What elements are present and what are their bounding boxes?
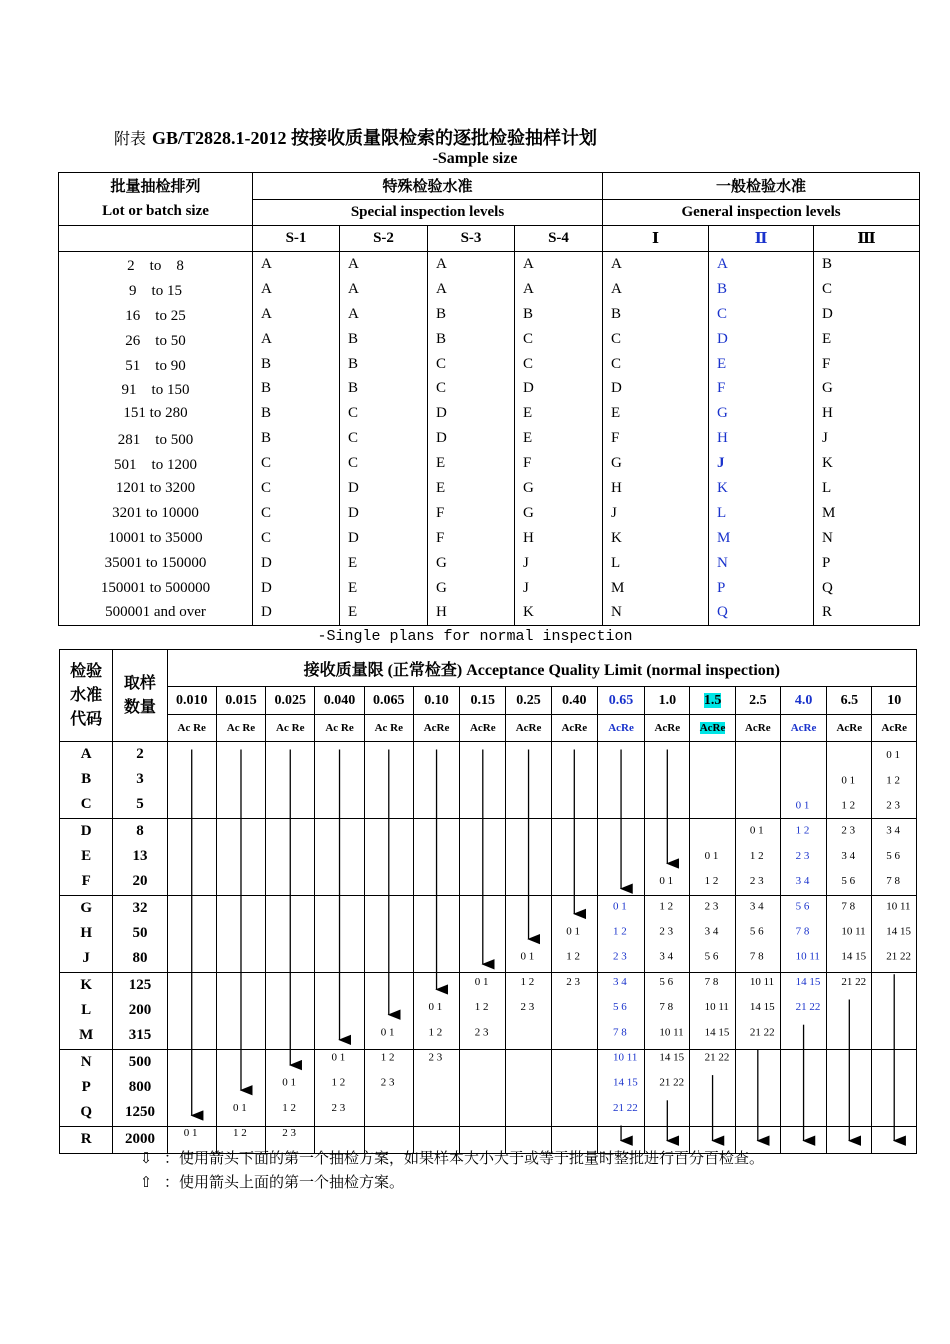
- ac-re-value: 14 15: [659, 1051, 685, 1064]
- code-letter: J: [515, 576, 603, 601]
- ac-re-value: 7 8: [795, 925, 810, 938]
- code-letter: E: [814, 327, 920, 352]
- lot-range: 501 to 1200: [59, 451, 253, 476]
- code-letter: C: [428, 352, 515, 377]
- sample-size-subtitle: -Sample size: [432, 150, 518, 167]
- code-letter: A: [709, 252, 814, 277]
- code-letter: E: [515, 426, 603, 451]
- aql-value: 0.65: [597, 687, 644, 715]
- code-letter: Q: [80, 1104, 92, 1121]
- code-letter: P: [814, 551, 920, 576]
- code-letter: A: [340, 302, 428, 327]
- ac-re-value: 5 6: [659, 975, 674, 988]
- acre-label: AcRe: [506, 715, 551, 742]
- acre-label: AcRe: [827, 715, 872, 742]
- ac-re-value: 1 2: [749, 849, 764, 862]
- ac-re-value: 5 6: [704, 950, 719, 963]
- code-letter: F: [814, 352, 920, 377]
- code-letter: P: [709, 576, 814, 601]
- sample-size: 3: [136, 771, 144, 788]
- code-letter: D: [428, 426, 515, 451]
- code-letter: E: [428, 476, 515, 501]
- code-letter: J: [82, 950, 90, 967]
- acre-label: AcRe: [597, 715, 644, 742]
- code-letter: K: [814, 451, 920, 476]
- code-letter: C: [253, 501, 340, 526]
- ac-re-value: 21 22: [659, 1076, 685, 1089]
- ac-re-value: 5 6: [749, 925, 764, 938]
- code-letter: A: [515, 277, 603, 302]
- code-letter: L: [81, 1002, 92, 1019]
- ac-re-value: 3 4: [749, 900, 764, 913]
- code-letter: K: [709, 476, 814, 501]
- code-letter: C: [340, 426, 428, 451]
- ac-re-value: 2 3: [886, 799, 900, 812]
- code-letter: B: [428, 327, 515, 352]
- code-letter: B: [428, 302, 515, 327]
- code-letter: B: [253, 426, 340, 451]
- code-letter: B: [340, 327, 428, 352]
- ac-re-value: 2 3: [749, 875, 764, 888]
- aql-value: 6.5: [827, 687, 872, 715]
- acre-highlight: AcRe: [699, 722, 726, 734]
- lot-range: 151 to 280: [59, 401, 253, 426]
- ac-re-value: 2 3: [331, 1101, 346, 1114]
- ac-re-value: 14 15: [795, 975, 821, 988]
- ac-re-value: 1 2: [282, 1101, 297, 1114]
- code-letter: L: [814, 476, 920, 501]
- ac-re-value: 0 1: [841, 774, 856, 787]
- code-letter: H: [80, 925, 92, 942]
- ac-re-value: 21 22: [749, 1026, 775, 1039]
- ac-re-value: 1 2: [428, 1026, 443, 1039]
- acre-label: AcRe: [872, 715, 917, 742]
- code-letter: A: [603, 277, 709, 302]
- legend-up-text: ：使用箭头上面的第一个抽检方案。: [164, 1175, 405, 1191]
- code-letter: B: [340, 352, 428, 377]
- code-letter: D: [80, 823, 92, 839]
- sample-size: 1250: [124, 1104, 155, 1121]
- code-letter: C: [515, 352, 603, 377]
- ac-re-value: 10 11: [704, 1001, 729, 1014]
- lot-range: 3201 to 10000: [59, 501, 253, 526]
- special-levels-header-cn: 特殊检验水准: [253, 173, 603, 200]
- up-arrow-icon: ⇧: [139, 1175, 153, 1191]
- code-letter: B: [253, 376, 340, 401]
- code-letter: F: [428, 526, 515, 551]
- ac-re-value: 7 8: [659, 1001, 674, 1014]
- code-letter: G: [515, 501, 603, 526]
- sample-size: 200: [128, 1002, 152, 1019]
- code-letter: N: [603, 600, 709, 625]
- aql-value: 10: [872, 687, 917, 715]
- code-letter: C: [428, 376, 515, 401]
- ac-re-value: 2 3: [566, 975, 581, 988]
- ac-re-value: 21 22: [841, 975, 867, 988]
- ac-re-value: 0 1: [232, 1101, 247, 1114]
- sample-size: 5: [136, 796, 144, 813]
- code-letter: G: [603, 451, 709, 476]
- code-letter: H: [515, 526, 603, 551]
- code-letter: A: [253, 277, 340, 302]
- ac-re-value: 0 1: [795, 799, 810, 812]
- lot-range: 1201 to 3200: [59, 476, 253, 501]
- sample-size: 800: [128, 1079, 152, 1096]
- ac-re-value: 3 4: [613, 975, 627, 988]
- code-letter: B: [814, 252, 920, 277]
- ac-re-value: 0 1: [520, 950, 535, 963]
- lot-header-en: Lot or batch size: [102, 203, 209, 219]
- code-letter: D: [814, 302, 920, 327]
- level-iii: Ⅲ: [814, 226, 920, 252]
- sample-size: 125: [128, 977, 152, 993]
- ac-re-value: 0 1: [886, 749, 900, 762]
- code-letter: D: [515, 376, 603, 401]
- sample-size: 20: [132, 873, 148, 890]
- code-letter: D: [603, 376, 709, 401]
- sample-size: 32: [132, 900, 148, 916]
- ac-re-value: 1 2: [659, 900, 674, 913]
- level-s3: S-3: [428, 226, 515, 252]
- code-letter: E: [603, 401, 709, 426]
- ac-re-value: 1 2: [232, 1127, 247, 1140]
- ac-re-value: 2 3: [282, 1127, 297, 1140]
- level-i: Ⅰ: [603, 226, 709, 252]
- code-letter: A: [428, 277, 515, 302]
- ac-re-value: 14 15: [886, 925, 911, 938]
- ac-re-value: 1 2: [795, 824, 810, 837]
- ac-re-value: 2 3: [841, 824, 856, 837]
- ac-re-value: 0 1: [613, 900, 627, 913]
- code-letter: A: [603, 252, 709, 277]
- ac-re-value: 21 22: [613, 1101, 638, 1114]
- aql-value: 0.015: [216, 687, 265, 715]
- code-letter: G: [80, 900, 92, 916]
- ac-re-value: 10 11: [886, 900, 911, 913]
- ac-re-value: 0 1: [183, 1127, 198, 1140]
- code-letter: H: [709, 426, 814, 451]
- code-letter: E: [340, 551, 428, 576]
- code-letter: D: [709, 327, 814, 352]
- aql-value: 0.40: [551, 687, 597, 715]
- ac-re-value: 10 11: [795, 950, 820, 963]
- code-letter: N: [80, 1054, 92, 1070]
- code-letter: F: [603, 426, 709, 451]
- code-letter: G: [814, 376, 920, 401]
- code-letter: H: [603, 476, 709, 501]
- ac-re-value: 7 8: [704, 975, 719, 988]
- ac-re-value: 10 11: [613, 1051, 638, 1064]
- ac-re-value: 21 22: [704, 1051, 730, 1064]
- lot-range: 26 to 50: [59, 327, 253, 352]
- sample-size: 2: [136, 746, 144, 762]
- down-arrow-icon: ⇩: [139, 1151, 153, 1167]
- ac-re-value: 3 4: [841, 849, 856, 862]
- aql-value: 0.065: [364, 687, 413, 715]
- code-letter: B: [253, 401, 340, 426]
- code-letter: C: [253, 476, 340, 501]
- sample-size: 13: [132, 848, 148, 865]
- code-letter: B: [515, 302, 603, 327]
- ac-re-value: 10 11: [749, 975, 775, 988]
- ac-re-value: 2 3: [474, 1026, 489, 1039]
- lot-range: 10001 to 35000: [59, 526, 253, 551]
- code-letter: C: [340, 451, 428, 476]
- code-letter: E: [340, 576, 428, 601]
- code-letter: C: [253, 451, 340, 476]
- lot-header-cn: 批量抽检排列: [110, 179, 201, 195]
- lot-range: 35001 to 150000: [59, 551, 253, 576]
- code-letter: F: [428, 501, 515, 526]
- ac-re-value: 1 2: [841, 799, 856, 812]
- code-letter: H: [428, 600, 515, 625]
- ac-re-value: 7 8: [886, 875, 900, 888]
- code-letter: K: [515, 600, 603, 625]
- general-levels-header-en: General inspection levels: [603, 199, 920, 226]
- ac-re-value: 0 1: [704, 849, 719, 862]
- code-letter: C: [80, 796, 92, 813]
- code-letter: D: [340, 501, 428, 526]
- code-letter: G: [428, 551, 515, 576]
- aql-header: 接收质量限 (正常检查) Acceptance Quality Limit (normal inspection): [167, 650, 916, 687]
- code-letter: E: [709, 352, 814, 377]
- acre-label: AcRe: [645, 715, 690, 742]
- sample-size: 8: [136, 823, 144, 839]
- lot-range: 2 to 8: [59, 252, 253, 277]
- ac-re-value: 3 4: [886, 824, 900, 837]
- aql-value: 2.5: [735, 687, 780, 715]
- ac-re-value: 1 2: [613, 925, 627, 938]
- ac-re-value: 0 1: [380, 1026, 395, 1039]
- code-letter: C: [814, 277, 920, 302]
- code-letter: G: [515, 476, 603, 501]
- code-letter: A: [253, 302, 340, 327]
- ac-re-value: 0 1: [749, 824, 764, 837]
- legend-up: [128, 1171, 404, 1192]
- ac-re-value: 0 1: [331, 1051, 346, 1064]
- code-letter: M: [603, 576, 709, 601]
- ac-re-value: 21 22: [886, 950, 911, 963]
- code-letter: K: [80, 977, 92, 993]
- title-prefix: 附表: [114, 131, 147, 148]
- code-letter: E: [81, 848, 92, 865]
- lot-range: 281 to 500: [59, 426, 253, 451]
- code-letter: M: [709, 526, 814, 551]
- lot-range: 150001 to 500000: [59, 576, 253, 601]
- code-letter: R: [814, 600, 920, 625]
- acre-label: AcRe: [551, 715, 597, 742]
- ac-re-value: 5 6: [841, 875, 856, 888]
- code-letter: J: [709, 451, 814, 476]
- code-letter: D: [253, 551, 340, 576]
- level-s2: S-2: [340, 226, 428, 252]
- aql-value: 0.10: [413, 687, 459, 715]
- general-levels-header-cn: 一般检验水准: [603, 173, 920, 200]
- code-letter: F: [515, 451, 603, 476]
- level-s1: S-1: [253, 226, 340, 252]
- ac-re-value: 2 3: [659, 925, 674, 938]
- code-letter: R: [80, 1131, 92, 1147]
- acre-label: Ac Re: [266, 715, 315, 742]
- acre-label: Ac Re: [315, 715, 364, 742]
- legend-down: [128, 1147, 764, 1168]
- ac-re-value: 0 1: [566, 925, 581, 938]
- acre-label: AcRe: [735, 715, 780, 742]
- ac-re-value: 1 2: [380, 1051, 395, 1064]
- code-letter: C: [603, 352, 709, 377]
- ac-re-value: 5 6: [613, 1001, 627, 1014]
- code-letter: A: [428, 252, 515, 277]
- code-letter: J: [603, 501, 709, 526]
- ac-re-value: 1 2: [886, 774, 900, 787]
- ac-re-value: 10 11: [841, 925, 866, 938]
- ac-re-value: 2 3: [520, 1001, 535, 1014]
- code-letter: A: [253, 327, 340, 352]
- acre-label: Ac Re: [216, 715, 265, 742]
- code-letter: Q: [814, 576, 920, 601]
- code-letter: E: [340, 600, 428, 625]
- acre-label: AcRe: [460, 715, 506, 742]
- aql-value: 0.040: [315, 687, 364, 715]
- ac-re-value: 2 3: [613, 950, 627, 963]
- code-letter: D: [253, 576, 340, 601]
- lot-range: 91 to 150: [59, 376, 253, 401]
- ac-re-value: 5 6: [886, 849, 900, 862]
- ac-re-value: 14 15: [704, 1026, 730, 1039]
- ac-re-value: 21 22: [795, 1001, 821, 1014]
- ac-re-value: 10 11: [659, 1026, 684, 1039]
- code-letter: J: [814, 426, 920, 451]
- plans-subtitle: -Single plans for normal inspection: [317, 628, 633, 645]
- title-main: GB/T2828.1-2012 按接收质量限检索的逐批检验抽样计划: [152, 128, 598, 148]
- code-letter: Q: [709, 600, 814, 625]
- level-ii: Ⅱ: [709, 226, 814, 252]
- sample-size: 2000: [124, 1131, 155, 1147]
- lot-range: 16 to 25: [59, 302, 253, 327]
- ac-re-value: 14 15: [613, 1076, 638, 1089]
- code-letter: G: [709, 401, 814, 426]
- code-letter: A: [80, 746, 92, 762]
- code-header-text: 检验水准代码: [70, 662, 103, 728]
- ac-re-value: 2 3: [380, 1076, 395, 1089]
- code-letter: K: [603, 526, 709, 551]
- ac-re-value: 2 3: [704, 900, 719, 913]
- code-letter: H: [814, 401, 920, 426]
- code-letter: B: [340, 376, 428, 401]
- ac-re-value: 2 3: [795, 849, 810, 862]
- code-letter: B: [709, 277, 814, 302]
- ac-re-value: 14 15: [749, 1001, 775, 1014]
- code-letter: F: [709, 376, 814, 401]
- code-letter: D: [340, 476, 428, 501]
- code-letter: L: [603, 551, 709, 576]
- aql-highlight: 1.5: [703, 692, 722, 708]
- ac-re-value: 3 4: [659, 950, 674, 963]
- code-letter: C: [603, 327, 709, 352]
- ac-re-value: 3 4: [704, 925, 719, 938]
- legend-down-text: ：使用箭头下面的第一个抽检方案，如果样本大小大于或等于批量时整批进行百分百检查。: [164, 1151, 765, 1167]
- code-letter: C: [253, 526, 340, 551]
- ac-re-value: 7 8: [613, 1026, 627, 1039]
- size-header-text: 取样数量: [123, 674, 156, 716]
- code-letter: D: [253, 600, 340, 625]
- code-letter: C: [709, 302, 814, 327]
- ac-re-value: 0 1: [282, 1076, 297, 1089]
- code-letter: F: [81, 873, 91, 890]
- acre-label: AcRe: [780, 715, 826, 742]
- code-letter: A: [340, 252, 428, 277]
- ac-re-value: 0 1: [659, 875, 674, 888]
- code-letter: P: [81, 1079, 91, 1096]
- code-letter: N: [709, 551, 814, 576]
- aql-value: 0.025: [266, 687, 315, 715]
- code-letter: C: [340, 401, 428, 426]
- code-letter: L: [709, 501, 814, 526]
- code-letter: G: [428, 576, 515, 601]
- code-letter: D: [340, 526, 428, 551]
- ac-re-value: 5 6: [795, 900, 810, 913]
- lot-range: 500001 and over: [59, 600, 253, 625]
- code-letter: M: [814, 501, 920, 526]
- sample-size: 50: [132, 925, 148, 942]
- code-letter: A: [515, 252, 603, 277]
- ac-re-value: 3 4: [795, 875, 810, 888]
- ac-re-value: 14 15: [841, 950, 867, 963]
- code-letter: E: [428, 451, 515, 476]
- acre-label: Ac Re: [167, 715, 216, 742]
- special-levels-header-en: Special inspection levels: [253, 199, 603, 226]
- ac-re-value: 1 2: [474, 1001, 489, 1014]
- ac-re-value: 1 2: [331, 1076, 346, 1089]
- aql-value: 0.15: [460, 687, 506, 715]
- aql-value: 0.25: [506, 687, 551, 715]
- lot-range: 9 to 15: [59, 277, 253, 302]
- code-letter: J: [515, 551, 603, 576]
- lot-range: 51 to 90: [59, 352, 253, 377]
- ac-re-value: 7 8: [749, 950, 764, 963]
- aql-value: 1.0: [645, 687, 690, 715]
- ac-re-value: 7 8: [841, 900, 856, 913]
- code-letter: C: [515, 327, 603, 352]
- sample-size: 80: [132, 950, 148, 967]
- ac-re-value: 1 2: [520, 975, 535, 988]
- sample-size: 500: [128, 1054, 152, 1070]
- aql-value: 4.0: [780, 687, 826, 715]
- code-letter: M: [79, 1027, 94, 1044]
- code-letter: E: [515, 401, 603, 426]
- acre-label: AcRe: [413, 715, 459, 742]
- code-letter: B: [81, 771, 92, 788]
- ac-re-value: 1 2: [566, 950, 581, 963]
- acre-label: Ac Re: [364, 715, 413, 742]
- ac-re-value: 2 3: [428, 1051, 443, 1064]
- level-s4: S-4: [515, 226, 603, 252]
- sample-size: 315: [128, 1027, 152, 1044]
- code-letter: A: [253, 252, 340, 277]
- code-letter: B: [253, 352, 340, 377]
- ac-re-value: 1 2: [704, 875, 719, 888]
- aql-value: 0.010: [167, 687, 216, 715]
- ac-re-value: 0 1: [474, 975, 489, 988]
- code-letter: B: [603, 302, 709, 327]
- code-letter: A: [340, 277, 428, 302]
- code-letter: D: [428, 401, 515, 426]
- ac-re-value: 0 1: [428, 1001, 443, 1014]
- code-letter: N: [814, 526, 920, 551]
